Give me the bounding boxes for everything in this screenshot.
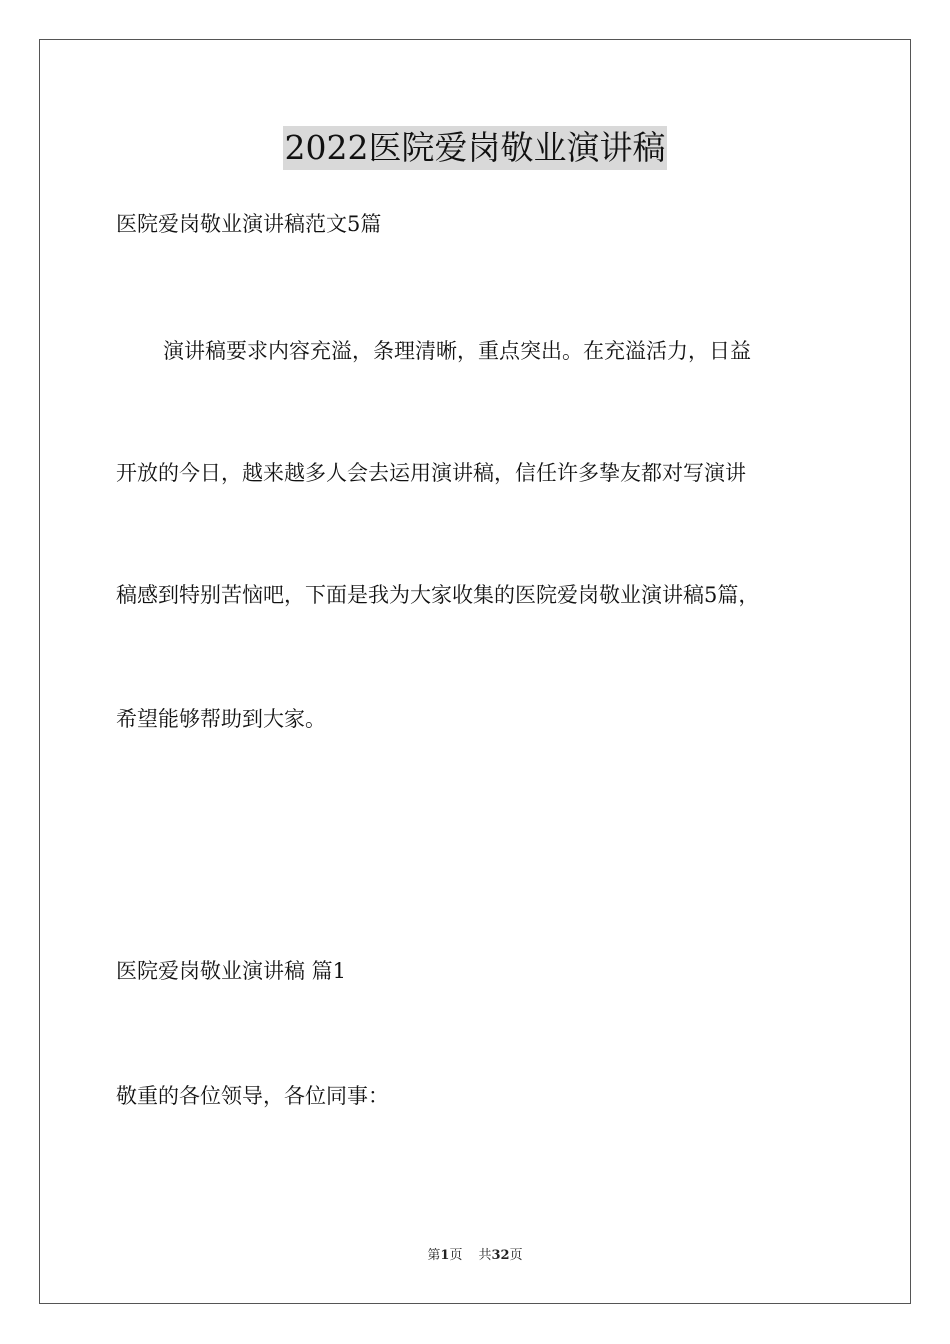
footer-page-number: 1: [440, 1248, 450, 1263]
title-container: [0, 126, 950, 170]
intro-line-3: 稿感到特别苦恼吧，下面是我为大家收集的医院爱岗敬业演讲稿5篇，: [116, 583, 760, 607]
document-subtitle: 医院爱岗敬业演讲稿范文5篇: [116, 212, 382, 236]
intro-line-4: 希望能够帮助到大家。: [116, 707, 326, 731]
footer-total-suffix: 页: [509, 1248, 523, 1263]
page-footer: [0, 1246, 950, 1266]
section-heading: 医院爱岗敬业演讲稿 篇1: [116, 959, 347, 983]
intro-line-1: 演讲稿要求内容充溢，条理清晰，重点突出。在充溢活力，日益: [163, 339, 751, 363]
footer-page-suffix: 页: [449, 1248, 463, 1263]
footer-page-prefix: 第: [427, 1248, 441, 1263]
document-title: 2022医院爱岗敬业演讲稿: [283, 126, 668, 170]
footer-total-prefix: 共: [478, 1248, 492, 1263]
salutation: 敬重的各位领导，各位同事：: [116, 1084, 389, 1108]
footer-total-pages: 32: [491, 1248, 510, 1263]
intro-line-2: 开放的今日，越来越多人会去运用演讲稿，信任许多挚友都对写演讲: [116, 461, 746, 485]
